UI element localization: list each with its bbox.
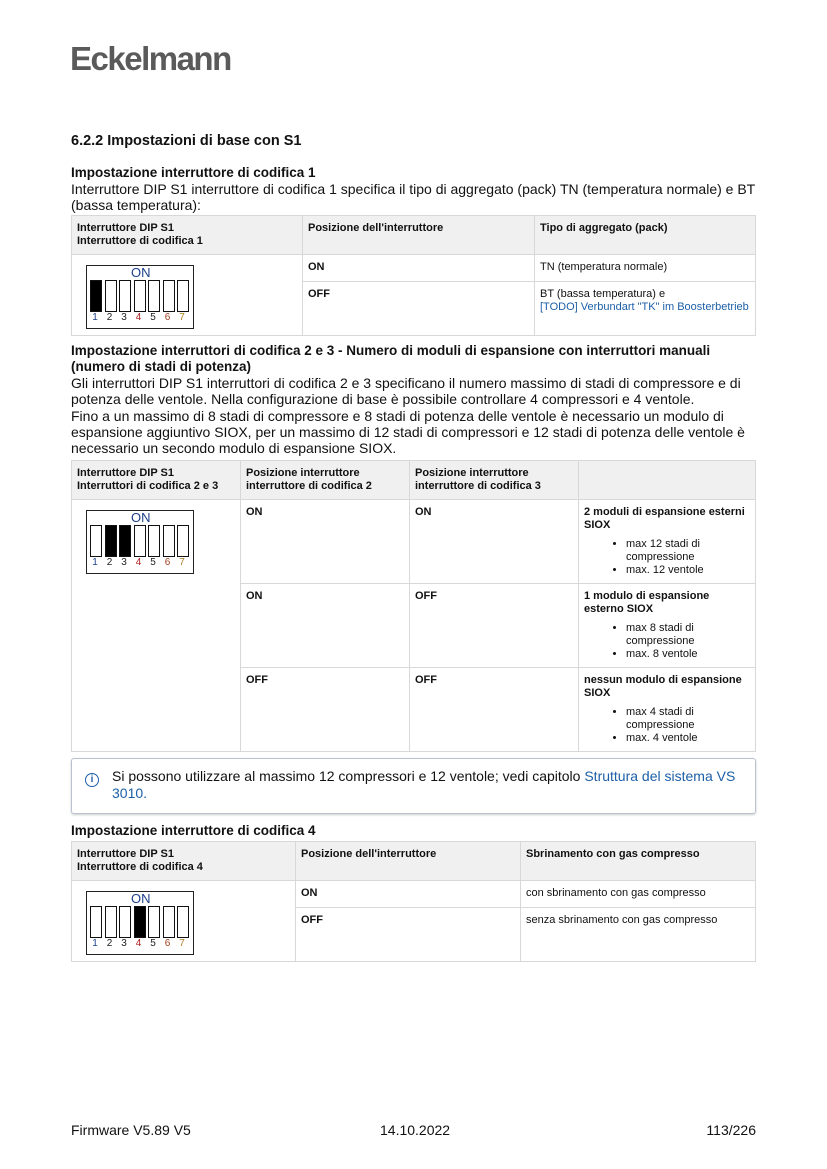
dip-switch-image — [86, 510, 194, 574]
footer-page-number: 113/226 — [706, 1122, 756, 1138]
todo-link[interactable]: [TODO] Verbundart "TK" im Boosterbetrieb — [540, 300, 749, 313]
dip-number: 1 — [92, 312, 98, 323]
dip-number: 4 — [135, 557, 142, 568]
dip-switch-5 — [148, 525, 160, 557]
dip-switch-1 — [90, 280, 102, 312]
dip-switch-1 — [90, 525, 102, 557]
dip-switch-6 — [163, 906, 175, 938]
dip-number: 5 — [150, 938, 156, 949]
dip-switch-2 — [105, 525, 117, 557]
dip-switch-5 — [148, 906, 160, 938]
paragraph: Gli interruttori DIP S1 interruttori di codifica 2 e 3 specificano il numero massimo di stadi di compressore e di potenza delle ventole. Nella configurazione di base è possibile controllare 4 compressori e 4 ventole. — [71, 375, 741, 408]
switch-1-table: Interruttore DIP S1 Interruttore di codifica 1 Posizione dell'interruttore Tipo di aggregato (pack) ON 1 2 3 4 5 6 7 ON TN (temperatura normale) OFF BT (bassa temperatura) e [TODO] Verbundart "TK" im Boosterbetrieb — [71, 215, 756, 336]
dip-switch-3 — [119, 906, 131, 938]
dip-number: 1 — [92, 557, 98, 568]
section-switch-4 — [71, 823, 316, 839]
subheading: Impostazione interruttore di codifica 1 — [71, 165, 316, 180]
dip-number: 3 — [121, 557, 127, 568]
paragraph: Interruttore DIP S1 interruttore di codifica 1 specifica il tipo di aggregato (pack) TN (temperatura normale) e BT (bassa temperatura): — [71, 181, 755, 214]
section-switch-1 — [71, 165, 761, 214]
eckelmann-logo: Eckelmann — [70, 40, 231, 77]
dip-switch-4 — [134, 906, 146, 938]
dip-switch-4 — [134, 280, 146, 312]
dip-switch-6 — [163, 280, 175, 312]
dip-switch-image — [86, 891, 194, 955]
paragraph: Fino a un massimo di 8 stadi di compressore e 8 stadi di potenza delle ventole è necessario un modulo di espansione aggiuntivo SIOX, per un massimo di 12 stadi di compressori e 12 stadi di potenza delle ventole è necessario un secondo modulo di espansione SIOX. — [71, 407, 745, 457]
dip-switch-2 — [105, 280, 117, 312]
dip-switch-1 — [90, 906, 102, 938]
dip-number: 7 — [179, 312, 185, 323]
info-icon: i — [85, 773, 99, 787]
dip-switch-7 — [177, 525, 189, 557]
dip-switch-7 — [177, 906, 189, 938]
dip-number: 4 — [135, 312, 142, 323]
switch-2-3-table: Interruttore DIP S1 Interruttori di codifica 2 e 3 Posizione interruttore interruttore di codifica 2 Posizione interruttore interruttore di codifica 3 ON 1 2 3 4 5 6 7 ON ON 2 moduli di espansione esterni SIOX • max 12 stadi di compressione • max. 12 ventole ON OFF 1 modulo di espansione esterno SIOX • max 8 stadi di compressione • max. 8 ventole OFF OFF nessun modulo di espansione SIOX • max 4 stadi di compressione • max. 4 ventole — [71, 460, 756, 752]
dip-switch-3 — [119, 525, 131, 557]
footer-date: 14.10.2022 — [380, 1122, 451, 1138]
dip-number: 4 — [135, 938, 142, 949]
info-note: i Si possono utilizzare al massimo 12 compressori e 12 ventole; vedi capitolo Struttura del sistema VS 3010. — [71, 758, 756, 814]
dip-number: 7 — [179, 557, 185, 568]
dip-number: 2 — [106, 938, 113, 949]
footer-version: Firmware V5.89 V5 — [71, 1122, 191, 1138]
section-heading: 6.2.2 Impostazioni di base con S1 — [71, 133, 302, 149]
dip-number: 5 — [150, 557, 156, 568]
dip-switch-5 — [148, 280, 160, 312]
section-switch-2-3 — [71, 343, 761, 456]
dip-on-label: ON — [131, 510, 151, 525]
dip-number: 5 — [150, 312, 156, 323]
dip-switch-7 — [177, 280, 189, 312]
dip-switch-image — [86, 265, 194, 329]
dip-number: 3 — [121, 938, 127, 949]
dip-number: 6 — [164, 938, 171, 949]
dip-switch-6 — [163, 525, 175, 557]
dip-number: 1 — [92, 938, 98, 949]
system-structure-link[interactable]: Struttura del sistema VS 3010 — [112, 768, 736, 801]
dip-number: 2 — [106, 312, 113, 323]
dip-number: 6 — [164, 557, 171, 568]
dip-switch-3 — [119, 280, 131, 312]
dip-number: 7 — [179, 938, 185, 949]
dip-switch-cell — [72, 255, 303, 336]
dip-number: 3 — [121, 312, 127, 323]
dip-number: 2 — [106, 557, 113, 568]
dip-on-label: ON — [131, 265, 151, 280]
subheading: Impostazione interruttore di codifica 4 — [71, 823, 316, 838]
dip-switch-2 — [105, 906, 117, 938]
dip-number: 6 — [164, 312, 171, 323]
switch-4-table: Interruttore DIP S1 Interruttore di codifica 4 Posizione dell'interruttore Sbrinamento con gas compresso ON 1 2 3 4 5 6 7 ON con sbrinamento con gas compresso OFF senza sbrinamento con gas compresso — [71, 841, 756, 962]
dip-on-label: ON — [131, 891, 151, 906]
subheading: Impostazione interruttori di codifica 2 e 3 - Numero di moduli di espansione con interruttori manuali (numero di stadi di potenza) — [71, 343, 711, 374]
dip-switch-4 — [134, 525, 146, 557]
